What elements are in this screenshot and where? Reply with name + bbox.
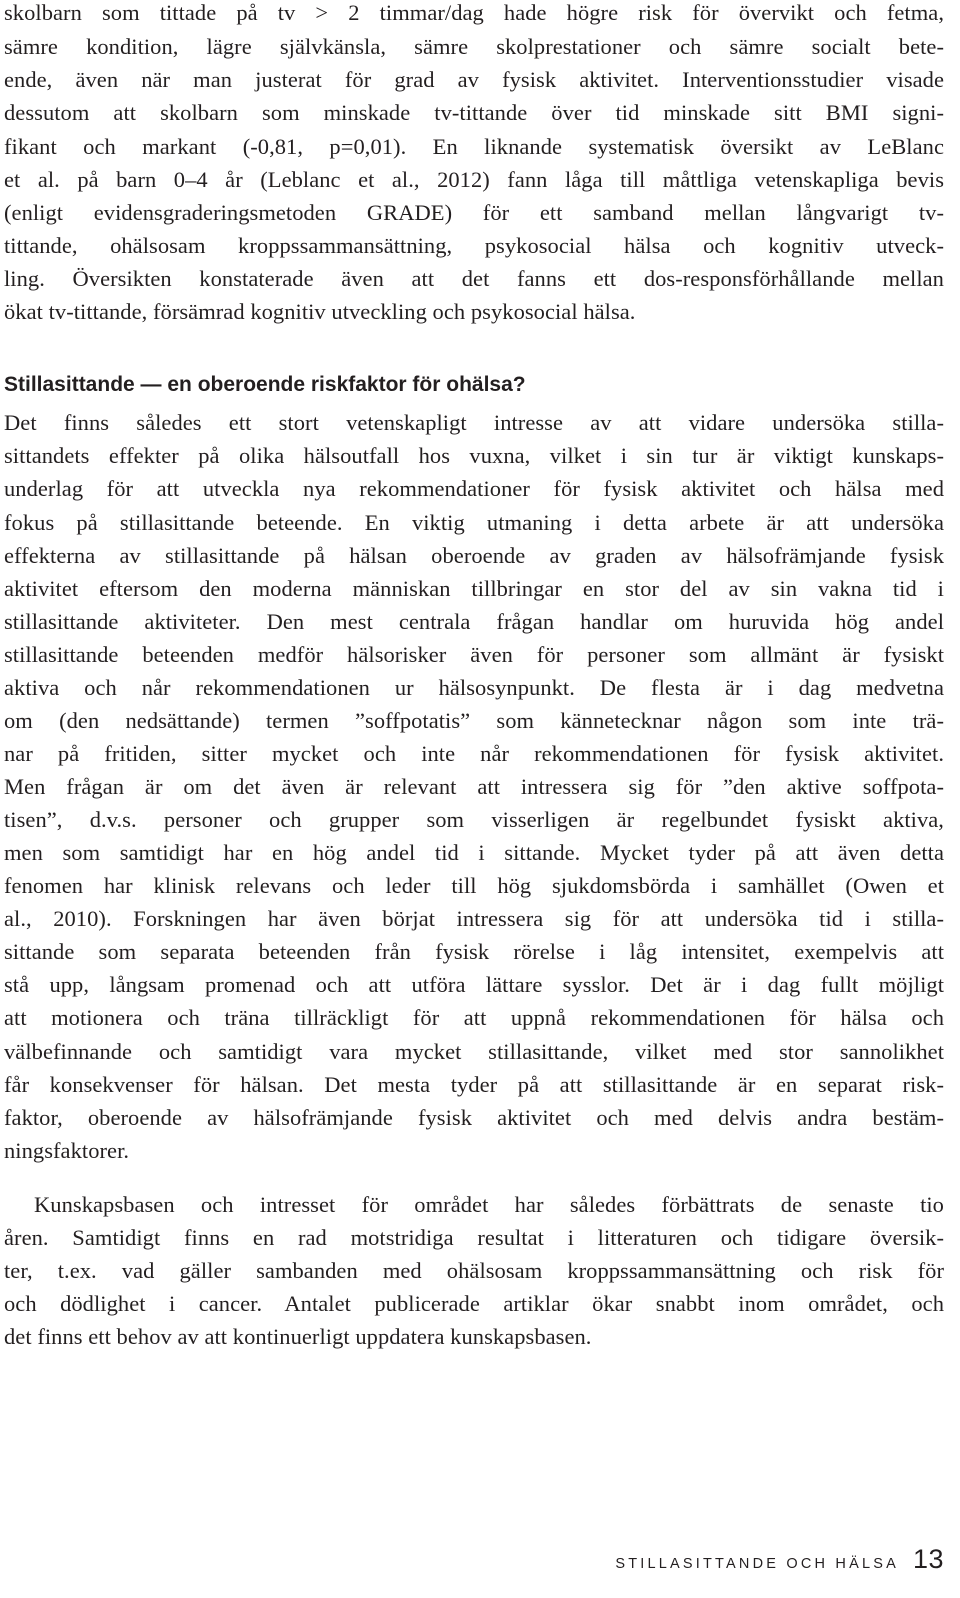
text-line: stillasittande aktiviteter. Den mest centrala frågan handlar om huruvida hög andel — [4, 609, 944, 634]
text-line: Det finns således ett stort vetenskapligt intresse av att vidare undersöka stilla- — [4, 410, 944, 435]
page-footer — [615, 1544, 944, 1584]
text-line: dessutom att skolbarn som minskade tv-tittande över tid minskade sitt BMI signi- — [4, 100, 944, 125]
text-line: ende, även när man justerat för grad av fysisk aktivitet. Interventionsstudier visade — [4, 67, 944, 92]
text-line: sittandets effekter på olika hälsoutfall hos vuxna, vilket i sin tur är viktigt kunskaps- — [4, 443, 944, 468]
running-head: STILLASITTANDE OCH HÄLSA — [615, 1556, 899, 1572]
text-line: stå upp, långsam promenad och att utföra lättare sysslor. Det är i dag fullt möjligt — [4, 972, 944, 997]
text-line: åren. Samtidigt finns en rad motstridiga resultat i litteraturen och tidigare översik- — [4, 1225, 944, 1250]
text-line: Kunskapsbasen och intresset för området har således förbättrats de senaste tio — [34, 1192, 944, 1217]
text-line: fenomen har klinisk relevans och leder till hög sjukdomsbörda i samhället (Owen et — [4, 873, 944, 898]
text-line: att motionera och träna tillräckligt för att uppnå rekommendationen för hälsa och — [4, 1005, 944, 1030]
page-number: 13 — [912, 1544, 944, 1574]
text-line: ningsfaktorer. — [4, 1138, 130, 1163]
text-line: al., 2010). Forskningen har även börjat intressera sig för att undersöka tid i stilla- — [4, 906, 944, 931]
text-line: skolbarn som tittade på tv > 2 timmar/dag hade högre risk för övervikt och fetma, — [4, 0, 944, 25]
text-line: tittande, ohälsosam kroppssammansättning, psykosocial hälsa och kognitiv utveck- — [4, 233, 944, 258]
text-line: aktivitet eftersom den moderna människan tillbringar en stor del av sin vakna tid i — [4, 576, 944, 601]
text-line: Men frågan är om det även är relevant att intressera sig för ”den aktive soffpota- — [4, 774, 944, 799]
text-line: faktor, oberoende av hälsofrämjande fysisk aktivitet och med delvis andra bestäm- — [4, 1105, 944, 1130]
text-line: tisen”, d.v.s. personer och grupper som visserligen är regelbundet fysiskt aktiva, — [4, 807, 944, 832]
text-line: får konsekvenser för hälsan. Det mesta tyder på att stillasittande är en separat risk- — [4, 1072, 944, 1097]
text-line: sittande som separata beteenden från fysisk rörelse i låg intensitet, exempelvis att — [4, 939, 944, 964]
text-line: det finns ett behov av att kontinuerligt uppdatera kunskapsbasen. — [4, 1324, 592, 1349]
text-line: sämre kondition, lägre självkänsla, sämre skolprestationer och sämre socialt bete- — [4, 34, 944, 59]
text-line: men som samtidigt har en hög andel tid i sittande. Mycket tyder på att även detta — [4, 840, 944, 865]
text-line: fokus på stillasittande beteende. En viktig utmaning i detta arbete är att undersöka — [4, 510, 944, 535]
text-line: om (den nedsättande) termen ”soffpotatis” som kännetecknar någon som inte trä- — [4, 708, 944, 733]
text-line: stillasittande beteenden medför hälsorisker även för personer som allmänt är fysiskt — [4, 642, 944, 667]
text-line: ökat tv-tittande, försämrad kognitiv utveckling och psykosocial hälsa. — [4, 299, 636, 324]
text-line: välbefinnande och samtidigt vara mycket stillasittande, vilket med stor sannolikhet — [4, 1039, 944, 1064]
text-line: effekterna av stillasittande på hälsan oberoende av graden av hälsofrämjande fysisk — [4, 543, 944, 568]
text-line: underlag för att utveckla nya rekommendationer för fysisk aktivitet och hälsa med — [4, 476, 944, 501]
text-line: aktiva och når rekommendationen ur hälsosynpunkt. De flesta är i dag medvetna — [4, 675, 944, 700]
text-line: nar på fritiden, sitter mycket och inte når rekommendationen för fysisk aktivitet. — [4, 741, 944, 766]
text-line: fikant och markant (-0,81, p=0,01). En liknande systematisk översikt av LeBlanc — [4, 134, 944, 159]
section-heading: Stillasittande — en oberoende riskfaktor för ohälsa? — [4, 373, 526, 396]
text-line: ter, t.ex. vad gäller sambanden med ohälsosam kroppssammansättning och risk för — [4, 1258, 944, 1283]
text-line: et al. på barn 0–4 år (Leblanc et al., 2012) fann låga till måttliga vetenskapliga bevis — [4, 167, 944, 192]
text-line: ling. Översikten konstaterade även att det fanns ett dos-responsförhållande mellan — [4, 266, 944, 291]
document-page — [4, 0, 944, 1598]
text-line: (enligt evidensgraderingsmetoden GRADE) för ett samband mellan långvarigt tv- — [4, 200, 944, 225]
text-line: och dödlighet i cancer. Antalet publicerade artiklar ökar snabbt inom området, och — [4, 1291, 944, 1316]
